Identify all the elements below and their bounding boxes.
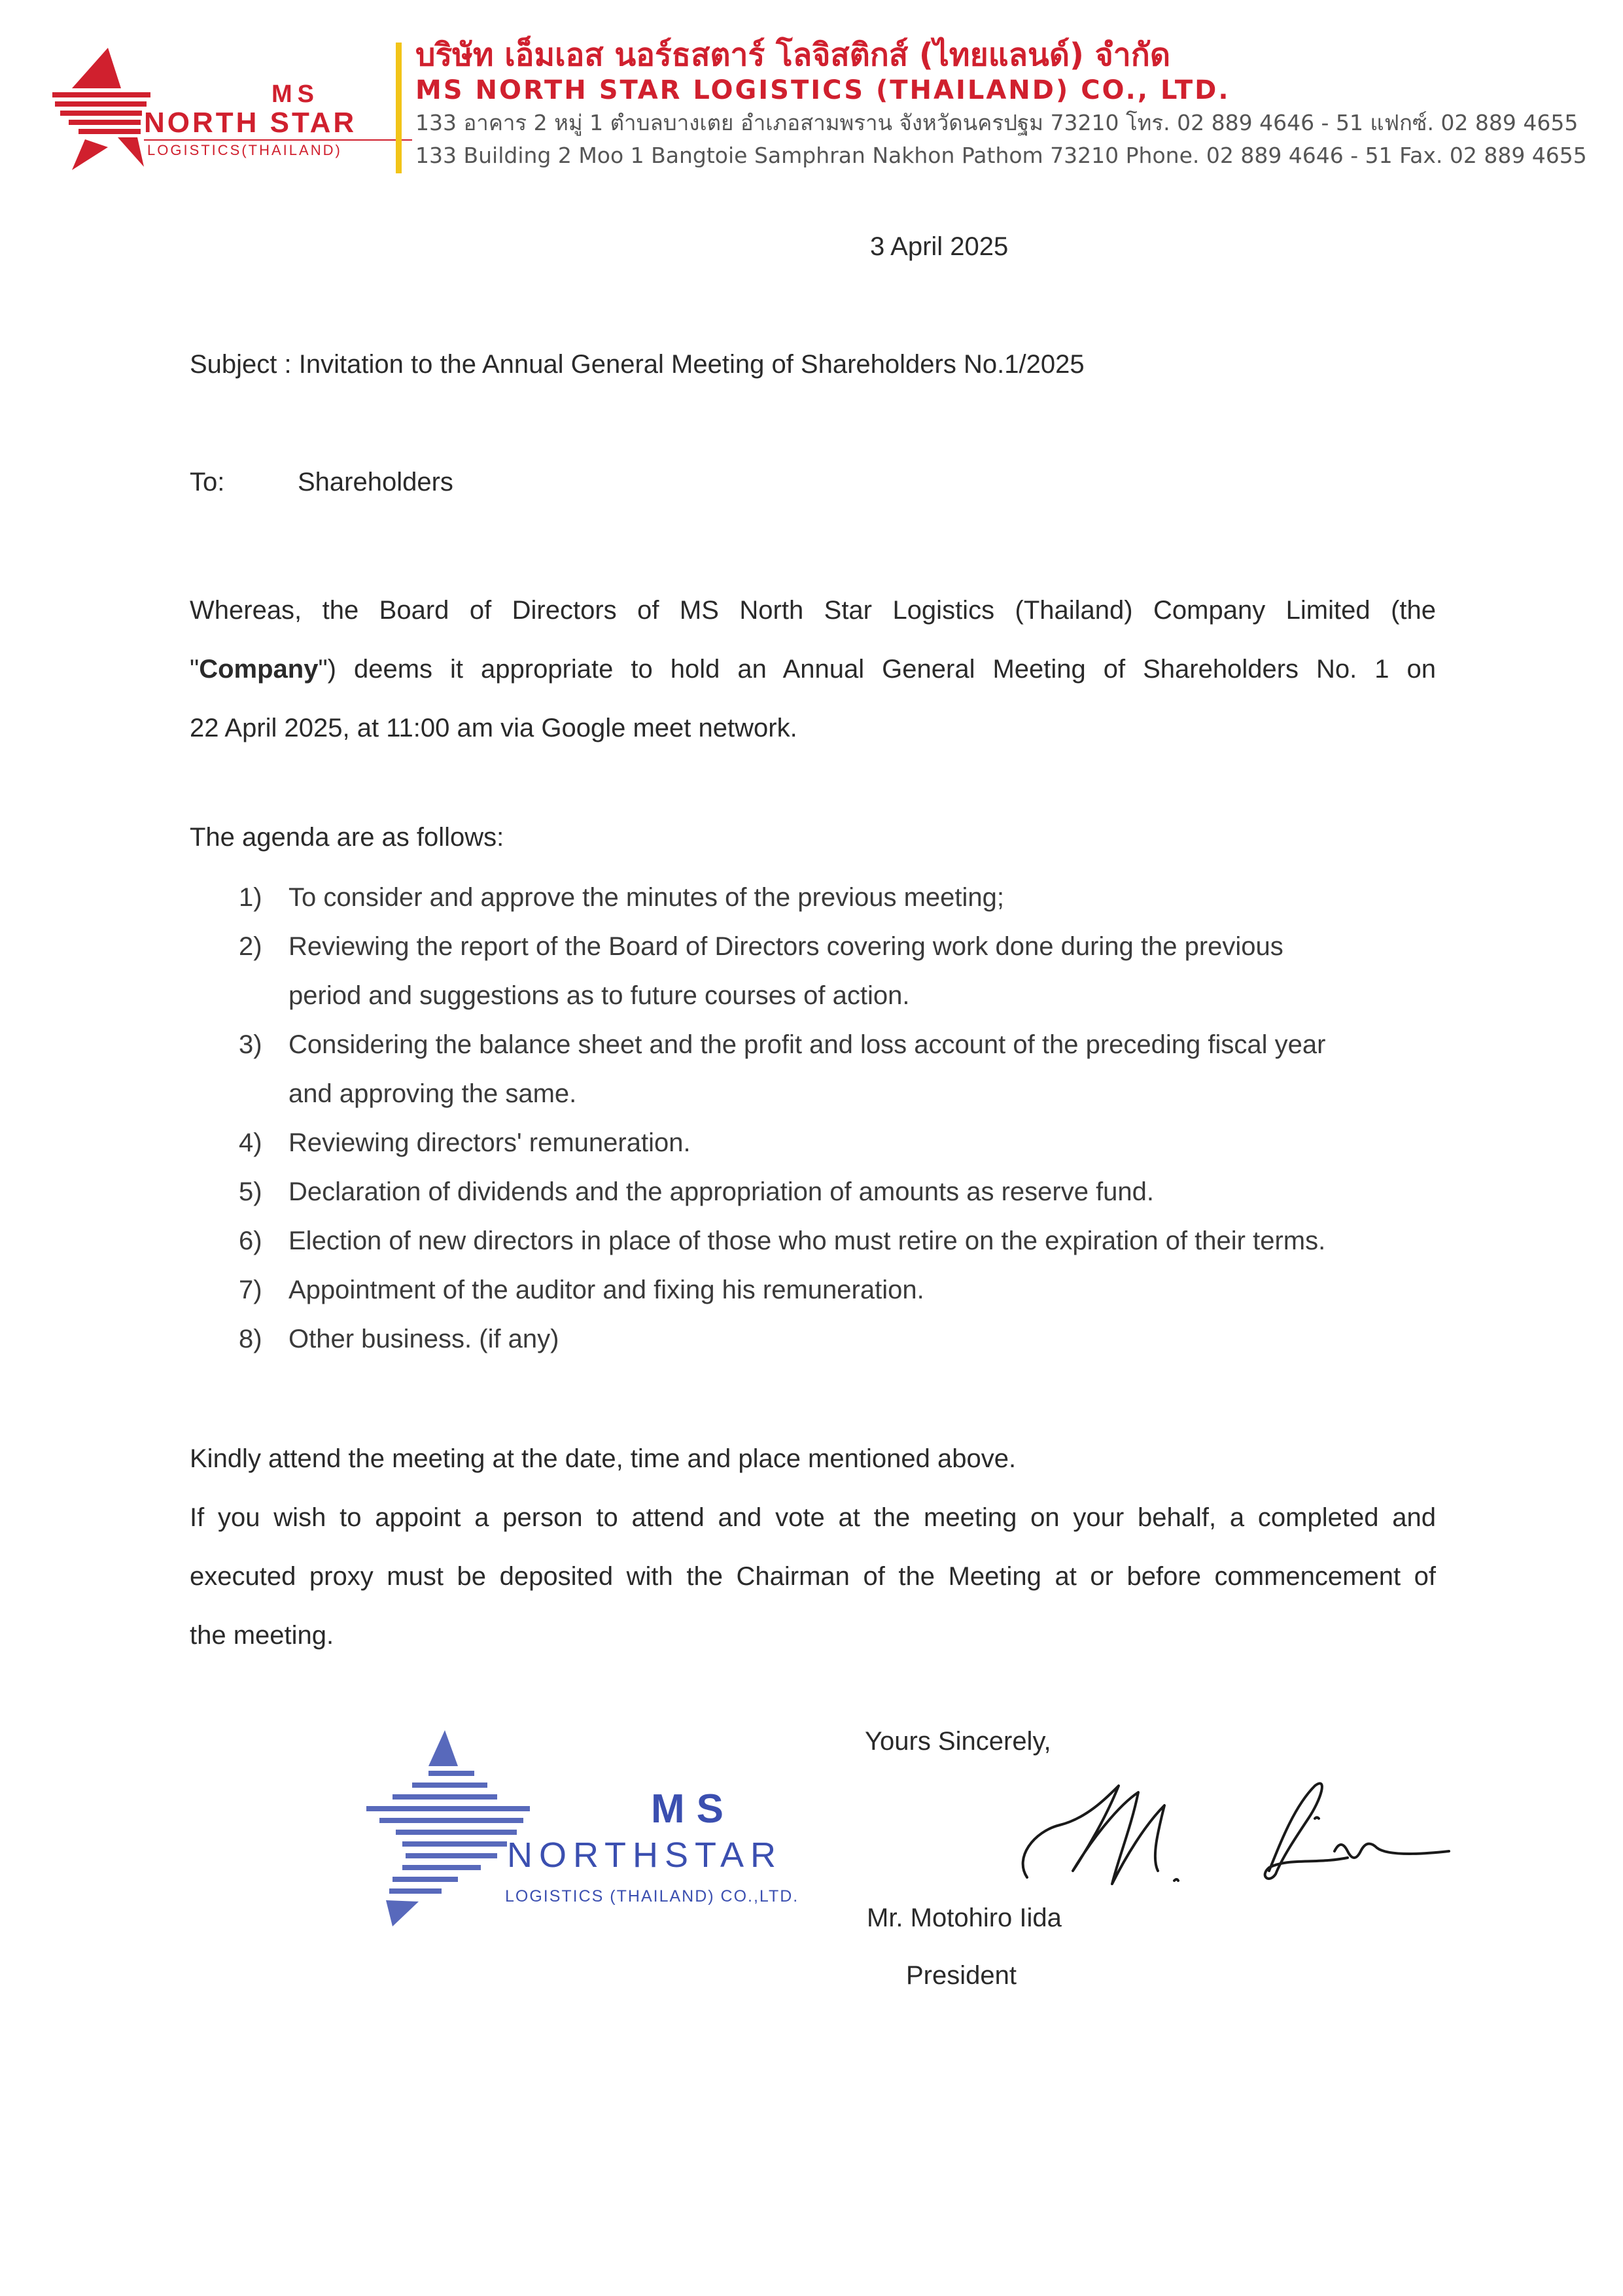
company-stamp [366,1730,864,1933]
company-term: Company [199,655,319,684]
closing-line-4: the meeting. [190,1621,334,1650]
intro-paragraph [190,581,1436,757]
company-logo [46,43,373,173]
agenda-number: 3) [239,1030,262,1059]
agenda-item-4 [239,1119,1482,1168]
agenda-number: 5) [239,1177,262,1206]
agenda-number: 2) [239,932,262,961]
agenda-item-8 [239,1315,1482,1364]
agenda-text: Reviewing directors' remuneration. [288,1128,691,1157]
agenda-item-2-continued [239,971,1482,1020]
recipient-value: Shareholders [298,468,453,496]
closing-line-3: executed proxy must be deposited with the Chairman of the Meeting at or before commencement of [190,1562,1436,1591]
letterhead-accent-bar [396,43,402,173]
agenda-text: Reviewing the report of the Board of Directors covering work done during the previous [288,932,1283,961]
signer-title: President [906,1961,1017,1990]
agenda-item-6 [239,1217,1482,1266]
intro-line-2 [190,640,1436,699]
agenda-number: 1) [239,883,262,912]
agenda-list [239,873,1482,1364]
stamp-name-text: NORTHSTAR [507,1835,783,1875]
address-english: 133 Building 2 Moo 1 Bangtoie Samphran Nakhon Pathom 73210 Phone. 02 889 4646 - 51 Fax. 02 889 4655 [415,143,1587,168]
agenda-text: period and suggestions as to future courses of action. [288,981,910,1010]
agenda-text: Declaration of dividends and the appropriation of amounts as reserve fund. [288,1177,1155,1206]
logo-ms-text: MS [271,80,319,108]
handwritten-signature [1007,1760,1452,1904]
agenda-number: 4) [239,1128,262,1157]
letter-subject: Subject : Invitation to the Annual General Meeting of Shareholders No.1/2025 [190,350,1085,379]
agenda-text: Considering the balance sheet and the profit and loss account of the preceding fiscal year [288,1030,1326,1059]
agenda-text: To consider and approve the minutes of the previous meeting; [288,883,1004,912]
agenda-text: and approving the same. [288,1079,577,1108]
closing-paragraph [190,1429,1436,1665]
agenda-item-7 [239,1266,1482,1315]
letter-date: 3 April 2025 [870,232,1009,261]
agenda-item-1 [239,873,1482,922]
intro-line-2-rest: ") deems it appropriate to hold an Annual General Meeting of Shareholders No. 1 on [318,655,1436,684]
agenda-text: Appointment of the auditor and fixing his remuneration. [288,1276,924,1304]
recipient-label: To: [190,468,225,496]
agenda-number: 8) [239,1325,262,1353]
logo-name-text: NORTH STAR [144,107,357,139]
company-name-thai: บริษัท เอ็มเอส นอร์ธสตาร์ โลจิสติกส์ (ไทยแลนด์) จำกัด [415,37,1170,73]
agenda-item-5 [239,1168,1482,1217]
letterhead [46,36,1587,173]
intro-line-3: 22 April 2025, at 11:00 am via Google meet network. [190,714,797,742]
logo-divider [144,139,412,141]
address-thai: 133 อาคาร 2 หมู่ 1 ตำบลบางเตย อำเภอสามพราน จังหวัดนครปฐม 73210 โทร. 02 889 4646 - 51 แฟกซ์. 02 889 4655 [415,110,1579,135]
company-name-english: MS NORTH STAR LOGISTICS (THAILAND) CO., LTD. [415,75,1230,105]
agenda-item-3 [239,1020,1482,1070]
letterhead-text [415,36,1587,172]
logo-sub-text: LOGISTICS(THAILAND) [147,142,342,158]
intro-line-1: Whereas, the Board of Directors of MS North Star Logistics (Thailand) Company Limited (the [190,596,1436,625]
closing-line-1: Kindly attend the meeting at the date, time and place mentioned above. [190,1444,1017,1473]
agenda-item-2 [239,922,1482,971]
recipient-row [190,468,453,497]
stamp-ms-text: MS [651,1786,735,1832]
agenda-number: 6) [239,1226,262,1255]
closing-line-2: If you wish to appoint a person to attend and vote at the meeting on your behalf, a completed and [190,1503,1436,1532]
agenda-text: Election of new directors in place of those who must retire on the expiration of their terms. [288,1226,1326,1255]
agenda-text: Other business. (if any) [288,1325,559,1353]
stamp-sub-text: LOGISTICS (THAILAND) CO.,LTD. [505,1887,799,1905]
agenda-number: 7) [239,1276,262,1304]
sign-off: Yours Sincerely, [865,1727,1051,1756]
intro-quote-open: " [190,655,200,684]
agenda-intro: The agenda are as follows: [190,823,504,852]
agenda-item-3-continued [239,1070,1482,1119]
signer-name: Mr. Motohiro Iida [867,1904,1062,1932]
